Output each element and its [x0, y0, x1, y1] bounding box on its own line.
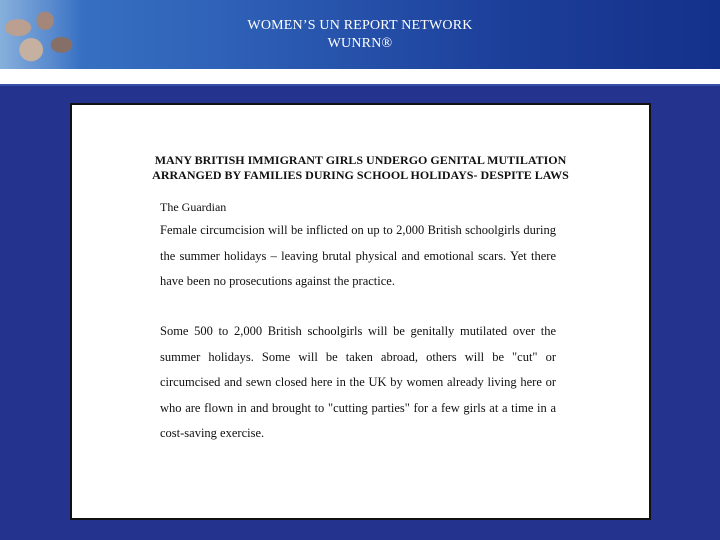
- header-title-line2: WUNRN®: [327, 36, 393, 51]
- document-headline-line2: ARRANGED BY FAMILIES DURING SCHOOL HOLIDAYS- DESPITE LAWS: [152, 168, 569, 182]
- document-source: The Guardian: [160, 200, 227, 214]
- header-banner: [0, 0, 720, 69]
- slide-background-edge: [0, 84, 720, 86]
- document-headline: [72, 153, 649, 183]
- document-paragraph-2: Some 500 to 2,000 British schoolgirls will be genitally mutilated over the summer holidays. Some will be taken abroad, others will be "cut" or circumcised and sewn closed here in the UK by women already living here or who are flown in and brought to "cutting parties" for a few girls at a time in a cost-saving exercise.: [160, 324, 556, 440]
- header-title-line1: WOMEN’S UN REPORT NETWORK: [247, 18, 473, 33]
- document-panel: [70, 103, 651, 520]
- document-paragraph-1: Female circumcision will be inflicted on up to 2,000 British schoolgirls during the summer holidays – leaving brutal physical and emotional scars. Yet there have been no prosecutions against the practice.: [160, 223, 556, 288]
- header-title: [0, 17, 720, 53]
- document-headline-line1: MANY BRITISH IMMIGRANT GIRLS UNDERGO GENITAL MUTILATION: [154, 153, 567, 167]
